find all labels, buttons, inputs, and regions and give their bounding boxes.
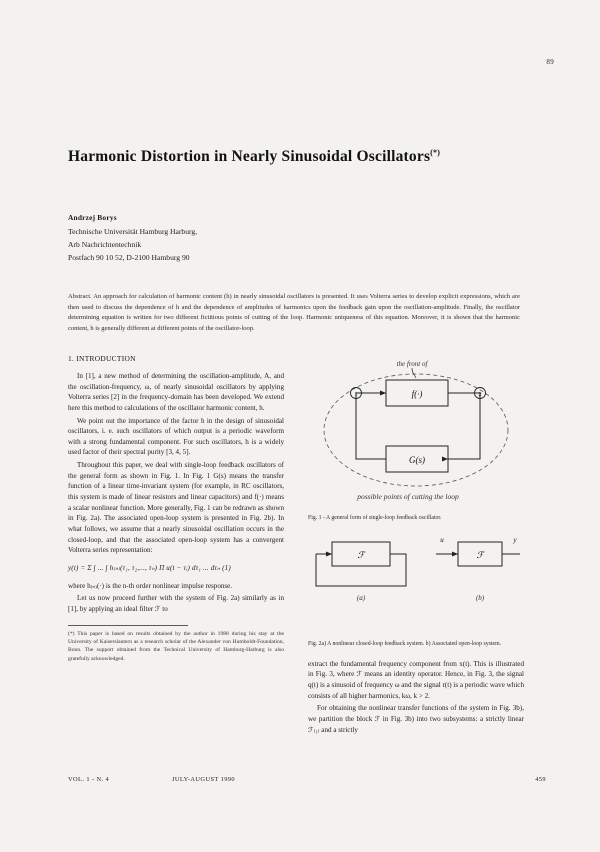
figure-1 <box>308 354 524 522</box>
figure-2-graphic <box>308 528 524 637</box>
left-column <box>68 354 284 663</box>
paragraph: Throughout this paper, we deal with single-loop feedback oscillators of the general form as shown in Fig. 1. In Fig. 1 G(s) means the transfer function of a linear time-invariant system (for example, in RC oscillators, this system is made of linear resistors and linear capacitors) and f(·) means a scalar nonlinear function. More generally, Fig. 1 can be redrawn as shown in Fig. 2a). The associated open-loop system is presented in Fig. 2b). In what follows, we assume that a nearly sinusoidal oscillation occurs in the closed-loop, and that the associated open-loop system has a convergent Volterra series representation: <box>68 461 284 555</box>
footer-page-number: 459 <box>535 776 546 783</box>
paragraph: Let us now proceed further with the system of Fig. 2a) similarly as in [1], by applying an ideal filter ℱ to <box>68 594 284 613</box>
footer-volume: VOL. 1 - N. 4 <box>68 776 110 783</box>
svg-text:(a): (a) <box>356 594 366 603</box>
paragraph: We point out the importance of the factor h in the design of sinusoidal oscillators, i. e. such oscillators of which output is a periodic waveform with a strong fundamental component. For such oscillators, h is a widely used factor of their spectral purity [3, 4, 5]. <box>68 416 284 457</box>
svg-text:ℱ: ℱ <box>476 550 484 561</box>
abstract: Abstract. An approach for calculation of harmonic content (h) in nearly sinusoidal oscillators is presented. It uses Volterra series to develop explicit expressions, which are then used to discuss the dependence of h and the dependence of amplitudes of harmonics upon the feedback gain upon the oscillation-amplitude. Finally, the oscillator determining equation is written for two different fictitious points of cutting of the loop. Harmonic uniqueness of this equation. Moreover, it is shown that the harmonic content, h is generally different at different points of the oscillator-loop. <box>68 293 520 332</box>
paragraph: where h₍ₙ₎(·) is the n-th order nonlinear impulse response. <box>68 581 233 590</box>
right-column <box>308 354 524 737</box>
footer-date: JULY-AUGUST 1990 <box>172 776 235 783</box>
author-name: Andrzej Borys <box>68 213 117 222</box>
footnote-text: (*) This paper is based on results obtained by the author in 1988 during his stay at the University of Kaiserslautern as a research scholar of the Alexander von Humboldt-Foundation, Bonn. The support obtained from the Technical University of Hamburg-Harburg is also gratefully acknowledged. <box>68 630 284 662</box>
svg-text:u: u <box>440 536 444 545</box>
figure-1-caption: Fig. 1 - A general form of single-loop feedback oscillator. <box>308 515 442 521</box>
svg-text:possible points of cutting the: possible points of cutting the loop <box>357 492 459 501</box>
svg-text:f(·): f(·) <box>411 389 423 399</box>
equation-1 <box>68 564 284 574</box>
page-content <box>46 34 554 818</box>
svg-text:1: 1 <box>354 391 358 398</box>
svg-text:ℱ: ℱ <box>357 550 365 561</box>
paragraph: In [1], a new method of determining the oscillation-amplitude, A, and the oscillation-frequency, ω, of nearly sinusoidal oscillators by applying Volterra series [2] in the frequency-domain has been developed. We extend here this method to calculations of the oscillator harmonic content, h. <box>68 372 284 412</box>
svg-text:2: 2 <box>478 391 482 398</box>
figure-2-caption: Fig. 2a) A nonlinear closed-loop feedback system. b) Associated open-loop system. <box>308 641 502 648</box>
figure-2-svg <box>308 528 524 632</box>
section-heading-introduction: 1. INTRODUCTION <box>68 354 136 363</box>
affiliation-line-3: Postfach 90 10 52, D-2100 Hamburg 90 <box>68 252 190 262</box>
page-title <box>68 146 488 168</box>
title-text: Harmonic Distortion in Nearly Sinusoidal Oscillators <box>68 148 431 165</box>
svg-text:the front of: the front of <box>396 360 428 368</box>
paragraph: For obtaining the nonlinear transfer functions of the system in Fig. 3b), we partition the block ℱ in Fig. 3b) into two subsystems: a strictly linear ℱ₍₁₎ and a strictly <box>308 704 524 734</box>
equation-1-text: y(t) = Σ ∫ ... ∫ h₍ₙ₎(τ₁, τ₂,..., τₙ) Π u(t − τᵢ) dτ₁ ... dτₙ (1) <box>68 563 231 572</box>
figure-1-graphic <box>308 354 524 511</box>
affiliation-line-2: Arb Nachrichtentechnik <box>68 239 142 249</box>
paragraph: extract the fundamental frequency component from x(t). This is illustrated in Fig. 3, where ℱ means an identity operator. Hence, in Fig. 3, the signal q(t) is a sinusoid of frequency ω and the signal r(t) is a periodic wave which consists of all higher harmonics, kω, k > 2. <box>308 659 524 700</box>
folio-number: 89 <box>546 58 554 66</box>
title-footnote-marker: (*) <box>430 147 441 157</box>
figure-2 <box>308 528 524 648</box>
affiliation-line-1: Technische Universität Hamburg Harburg, <box>68 226 198 236</box>
author-block <box>68 212 428 264</box>
svg-text:(b): (b) <box>475 594 485 603</box>
svg-text:G(s): G(s) <box>409 455 425 465</box>
svg-text:y: y <box>513 536 517 545</box>
figure-1-svg <box>308 354 524 506</box>
